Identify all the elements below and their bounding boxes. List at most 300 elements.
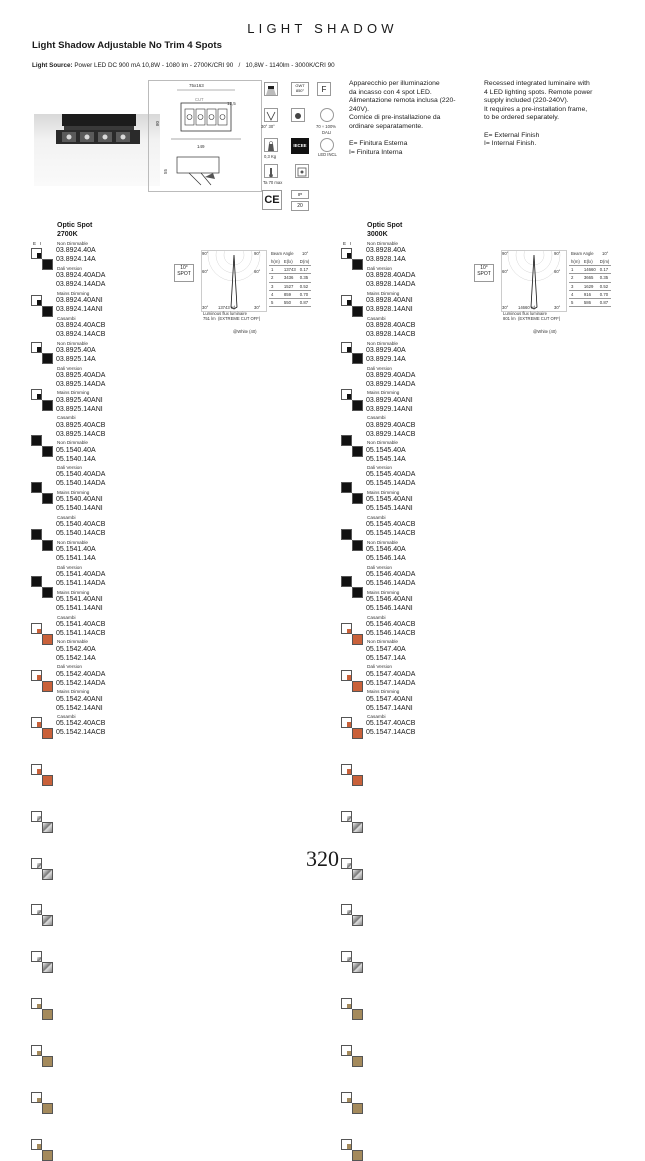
- finish-swatch-white-black: [352, 306, 363, 317]
- version-label: Non Dimmable: [57, 340, 88, 346]
- table-cell: 1: [269, 266, 282, 274]
- dali-label: DALI: [322, 130, 332, 135]
- finish-swatch-white-copper: [31, 623, 42, 634]
- beam-angle-value: 10°: [302, 251, 309, 256]
- version-label: Non Dimmable: [57, 241, 88, 246]
- finish-swatch-black-black: [352, 587, 363, 598]
- adjustable-angle-icon: [264, 108, 278, 122]
- table-row: [569, 290, 611, 298]
- finish-swatch-black-black: [341, 482, 352, 493]
- brand-title: LIGHT SHADOW: [247, 21, 398, 36]
- finish-swatch-white-chrome: [42, 822, 53, 833]
- description-english: Recessed integrated luminaire with 4 LED lighting spots. Remote power supply included (220-240V). It requires a pre-installation frame, to be ordered separately. E= External Finish I= Internal Finish.: [484, 80, 593, 148]
- finish-swatch-white-gold: [42, 1150, 53, 1161]
- finish-swatch-white-copper: [341, 717, 352, 728]
- version-label: Casambi: [57, 514, 76, 520]
- product-code: 05.1541.14ANI: [56, 604, 103, 612]
- product-code: 05.1540.40ADA: [56, 471, 106, 479]
- version-label: Mains Dimming: [57, 290, 90, 296]
- product-code: 03.8925.40ACB: [56, 421, 106, 429]
- finish-swatch-black-black: [341, 435, 352, 446]
- finish-swatch-white-black: [42, 306, 53, 317]
- finish-swatch-black-black: [31, 435, 42, 446]
- polar-label: 60°: [502, 269, 509, 274]
- version-label: Non Dimmable: [57, 539, 88, 545]
- finish-swatch-white-black: [42, 353, 53, 364]
- finish-swatch-black-black: [31, 529, 42, 540]
- product-code: 05.1541.40ACB: [56, 620, 106, 628]
- product-code: 03.8925.14ADA: [56, 380, 106, 388]
- finish-swatch-white-black: [42, 259, 53, 270]
- product-code: 03.8924.14ADA: [56, 281, 106, 289]
- illuminance-table: [569, 258, 611, 307]
- finish-swatch-white-black: [352, 259, 363, 270]
- finish-swatch-white-chrome: [31, 904, 42, 915]
- product-code: 03.8924.40ACB: [56, 322, 106, 329]
- polar-diagram: [501, 250, 567, 312]
- product-code: 03.8924.40ANI: [56, 297, 103, 305]
- finish-swatch-white-black: [31, 342, 42, 353]
- product-code: 05.1545.14ADA: [366, 480, 416, 488]
- inner-finish: [43, 776, 52, 785]
- table-cell: 5: [569, 298, 582, 306]
- beam-angle-label: Beam Angle: [571, 251, 594, 256]
- finish-swatch-white-chrome: [31, 951, 42, 962]
- product-code: 05.1542.40ADA: [56, 670, 106, 678]
- product-code: 03.8928.14ACB: [366, 331, 416, 338]
- finish-swatch-white-copper: [352, 728, 363, 739]
- light-beam-icon: [291, 108, 305, 122]
- product-code: 03.8929.40ACB: [366, 421, 416, 429]
- product-code: 03.8925.40A: [56, 346, 96, 354]
- ip-value: 20: [291, 201, 309, 211]
- optic-heading: Optic Spot: [367, 222, 403, 229]
- product-code: 03.8925.14ACB: [56, 430, 106, 438]
- inner-finish: [353, 635, 362, 644]
- product-code: 05.1545.14ANI: [366, 505, 413, 513]
- version-label: Mains Dimming: [57, 689, 90, 695]
- product-code: 03.8929.14ACB: [366, 430, 416, 438]
- product-code: 05.1545.14A: [366, 455, 406, 463]
- product-code: 03.8928.14A: [366, 256, 406, 264]
- description-italian: Apparecchio per illuminazione da incasso con 4 spot LED. Alimentazione remota inclusa (220- 240V). Cornice di pre-installazione da ordinare separatamente. E= Finitura Esterna I= Finitura Interna: [349, 80, 456, 156]
- finish-swatch-white-copper: [42, 775, 53, 786]
- version-label: Dali Version: [57, 365, 83, 371]
- product-title: Light Shadow Adjustable No Trim 4 Spots: [32, 40, 222, 51]
- product-code: 05.1545.40ANI: [366, 496, 413, 504]
- column-header: h(m): [571, 259, 580, 265]
- table-cell: 0.87: [598, 298, 612, 306]
- inner-finish: [353, 1010, 362, 1019]
- product-code: 03.8925.40ADA: [56, 371, 106, 379]
- version-label: Casambi: [57, 614, 76, 620]
- finish-swatch-white-gold: [341, 1092, 352, 1103]
- dim-depth: 55: [163, 168, 169, 175]
- finish-swatch-white-copper: [31, 717, 42, 728]
- inner-finish: [353, 1057, 362, 1066]
- flux-value: 801 lm: [503, 316, 516, 321]
- table-row: [569, 274, 611, 282]
- product-code: 05.1542.14ADA: [56, 679, 106, 687]
- angle-value: 30° 30°: [261, 124, 275, 129]
- column-3000k: [341, 222, 641, 822]
- table-cell: 916: [582, 290, 598, 298]
- ce-mark: CE: [262, 190, 282, 210]
- inner-finish: [353, 494, 362, 503]
- product-code: 03.8929.40A: [366, 346, 406, 354]
- inner-finish: [353, 916, 362, 925]
- product-code: 05.1546.14ACB: [366, 629, 416, 637]
- finish-swatch-white-copper: [352, 634, 363, 645]
- version-label: Mains Dimming: [367, 589, 400, 595]
- table-cell: 0.70: [298, 290, 312, 298]
- drawing-lines: [149, 81, 261, 191]
- finish-swatch-white-copper: [341, 623, 352, 634]
- product-code: 05.1540.40ACB: [56, 521, 106, 529]
- product-code: 05.1547.14ACB: [366, 729, 416, 737]
- product-code: 03.8928.40A: [366, 247, 406, 255]
- version-label: Dali Version: [57, 564, 83, 570]
- inner-finish: [43, 635, 52, 644]
- table-cell: 1: [569, 266, 582, 274]
- product-code: 05.1547.40ADA: [366, 670, 416, 678]
- white-finish-ref: @White (40): [233, 329, 257, 334]
- product-code: 03.8929.14ANI: [366, 405, 413, 413]
- finish-swatch-black-black: [352, 493, 363, 504]
- beam-curve: [502, 251, 566, 311]
- product-code: 05.1540.14ACB: [56, 530, 106, 538]
- frame-icon: [295, 164, 309, 178]
- column-header: E(lx): [582, 258, 598, 266]
- finish-swatch-white-copper: [42, 634, 53, 645]
- polar-label: 30°: [554, 305, 561, 310]
- product-code: 05.1546.14ANI: [366, 604, 413, 612]
- product-code: 03.8928.14ANI: [366, 306, 413, 314]
- finish-swatch-white-chrome: [42, 962, 53, 973]
- finish-swatch-black-black: [42, 446, 53, 457]
- version-label: Dali Version: [57, 465, 83, 471]
- optic-heading: Optic Spot: [57, 222, 93, 229]
- finish-swatch-white-black: [341, 248, 352, 259]
- product-code: 03.8924.14ACB: [56, 331, 106, 338]
- dim-height: 80: [155, 120, 161, 127]
- technical-drawing: [148, 80, 262, 192]
- finish-swatch-white-gold: [352, 1056, 363, 1067]
- inner-finish: [43, 401, 52, 410]
- iecee-mark: IECEE: [291, 138, 309, 154]
- inner-finish: [43, 494, 52, 503]
- finish-swatch-black-black: [352, 446, 363, 457]
- polar-label: 60°: [554, 269, 561, 274]
- ta-max: Ta 70 max: [263, 180, 283, 185]
- inner-finish: [353, 401, 362, 410]
- table-cell: 0.52: [298, 282, 312, 290]
- led-included-icon: [320, 138, 334, 152]
- version-label: Non Dimmable: [367, 241, 398, 246]
- version-label: Dali Version: [367, 664, 393, 670]
- finish-swatch-white-chrome: [352, 962, 363, 973]
- polar-label: 90°: [554, 251, 561, 256]
- table-cell: 0.52: [598, 282, 612, 290]
- table-cell: 3436: [282, 274, 298, 282]
- beam-angle-value: 10°: [602, 251, 609, 256]
- ip-label: IP: [291, 190, 309, 199]
- finish-swatch-white-chrome: [352, 822, 363, 833]
- finish-swatch-white-copper: [31, 764, 42, 775]
- finish-swatch-white-black: [341, 389, 352, 400]
- weight-icon: [264, 138, 278, 152]
- table-cell: 0.87: [298, 298, 312, 306]
- flux-note: (EXTREME CUT OFF): [518, 316, 561, 321]
- inner-finish: [43, 354, 52, 363]
- inner-finish: [353, 1104, 362, 1113]
- product-code: 05.1546.40ANI: [366, 595, 413, 603]
- illuminance-table: [269, 258, 311, 307]
- table-cell: 13743: [283, 267, 296, 273]
- product-code: 05.1541.40A: [56, 546, 96, 554]
- version-label: Mains Dimming: [57, 589, 90, 595]
- polar-label: 30°: [502, 305, 509, 310]
- inner-finish: [353, 354, 362, 363]
- column-header: D(m): [299, 259, 310, 265]
- product-code: 05.1540.14ADA: [56, 480, 106, 488]
- class-f-icon: F: [317, 82, 331, 96]
- finish-swatch-white-black: [31, 248, 42, 259]
- version-label: Casambi: [57, 714, 76, 720]
- table-header-row: [569, 258, 611, 266]
- product-code: 05.1542.14ANI: [56, 704, 103, 712]
- version-label: Dali Version: [367, 564, 393, 570]
- finish-swatch-black-black: [42, 493, 53, 504]
- inner-finish: [353, 823, 362, 832]
- table-cell: 550: [282, 298, 298, 306]
- finish-swatch-white-black: [352, 353, 363, 364]
- inner-finish: [43, 1151, 52, 1160]
- table-row: [269, 298, 311, 306]
- inner-finish: [353, 588, 362, 597]
- table-row: [269, 266, 311, 274]
- table-cell: 0.17: [298, 266, 312, 274]
- version-label: Mains Dimming: [367, 290, 400, 296]
- table-cell: 586: [582, 298, 598, 306]
- product-code: 03.8929.40ADA: [366, 371, 416, 379]
- product-code: 05.1541.14ADA: [56, 580, 106, 587]
- table-cell: 1527: [282, 282, 298, 290]
- product-code: 05.1540.14ANI: [56, 505, 103, 513]
- polar-label: 60°: [202, 269, 209, 274]
- led-included-label: LED INCL: [318, 152, 337, 157]
- version-label: Dali Version: [367, 465, 393, 471]
- product-code: 05.1545.40A: [366, 446, 406, 454]
- version-label: Non Dimmable: [57, 639, 88, 645]
- flux-label: Luminous flux luminaire: [503, 311, 547, 316]
- table-row: [569, 266, 611, 274]
- finish-swatch-black-black: [341, 576, 352, 587]
- polar-diagram: [201, 250, 267, 312]
- table-cell: 2: [269, 274, 282, 282]
- version-label: Mains Dimming: [367, 689, 400, 695]
- product-code: 03.8928.14ADA: [366, 281, 416, 289]
- inner-finish: [353, 776, 362, 785]
- table-cell: 3665: [582, 274, 598, 282]
- version-label: Dali Version: [367, 365, 393, 371]
- product-code: 03.8924.40A: [56, 247, 96, 255]
- gwt-rating: GWT 850°: [291, 82, 309, 96]
- version-label: Dali Version: [367, 265, 393, 271]
- product-code: 05.1540.14A: [56, 455, 96, 463]
- column-header: h(m): [271, 259, 280, 265]
- polar-label: 13743 cd: [218, 305, 236, 310]
- product-photo: [34, 114, 160, 186]
- product-code: 05.1545.40ACB: [366, 521, 416, 529]
- column-header: D(m): [599, 259, 610, 265]
- inner-finish: [43, 823, 52, 832]
- table-cell: 3: [569, 282, 582, 290]
- table-header-row: [269, 258, 311, 266]
- version-label: Dali Version: [57, 265, 83, 271]
- inner-finish: [353, 541, 362, 550]
- product-code: 05.1541.40ADA: [56, 571, 106, 578]
- version-label: Non Dimmable: [367, 639, 398, 645]
- product-code: 05.1546.40ACB: [366, 620, 416, 628]
- finish-swatch-white-chrome: [31, 811, 42, 822]
- finish-swatch-white-black: [352, 400, 363, 411]
- table-cell: 3: [269, 282, 282, 290]
- version-label: Non Dimmable: [367, 440, 398, 446]
- product-code: 05.1547.14ANI: [366, 704, 413, 712]
- inner-finish: [43, 307, 52, 316]
- table-cell: 0.35: [298, 274, 312, 282]
- inner-finish: [43, 682, 52, 691]
- table-cell: 14660: [583, 267, 596, 273]
- product-code: 05.1540.40ANI: [56, 496, 103, 504]
- inner-finish: [43, 260, 52, 269]
- product-code: 05.1546.14ADA: [366, 580, 416, 587]
- version-label: Mains Dimming: [57, 390, 90, 396]
- product-code: 05.1541.14A: [56, 555, 96, 563]
- dim-length: 149: [197, 144, 205, 149]
- flux-value: 751 lm: [203, 316, 216, 321]
- product-code: 05.1547.14A: [366, 654, 406, 662]
- product-code: 05.1545.14ACB: [366, 530, 416, 538]
- product-code: 05.1546.14A: [366, 555, 406, 563]
- version-label: Casambi: [367, 514, 386, 520]
- product-code: 03.8925.40ANI: [56, 396, 103, 404]
- product-code: 03.8925.14ANI: [56, 405, 103, 413]
- finish-swatch-white-copper: [341, 764, 352, 775]
- table-cell: 5: [269, 298, 282, 306]
- product-code: 03.8928.40ADA: [366, 272, 416, 280]
- finish-swatch-white-gold: [31, 1045, 42, 1056]
- product-code: 03.8929.40ANI: [366, 396, 413, 404]
- version-label: Mains Dimming: [367, 490, 400, 495]
- table-cell: 1629: [582, 282, 598, 290]
- finish-swatch-white-gold: [42, 1056, 53, 1067]
- finish-swatch-white-black: [42, 400, 53, 411]
- beam-curve: [202, 251, 266, 311]
- finish-swatch-white-copper: [42, 728, 53, 739]
- product-code: 03.8929.14A: [366, 355, 406, 363]
- inner-finish: [43, 1010, 52, 1019]
- inner-finish: [43, 729, 52, 738]
- product-code: 05.1545.40ADA: [366, 471, 416, 479]
- column-header: E(lx): [282, 258, 298, 266]
- finish-swatch-white-black: [31, 389, 42, 400]
- dim-cut: CUT: [195, 97, 204, 102]
- dimmer-icon: [320, 108, 334, 122]
- product-code: 05.1547.40ACB: [366, 720, 416, 728]
- luminaire-illustration: [34, 114, 160, 186]
- table-cell: 2: [569, 274, 582, 282]
- polar-label: 30°: [202, 305, 209, 310]
- finish-swatch-white-gold: [42, 1103, 53, 1114]
- product-code: 05.1547.40A: [366, 645, 406, 653]
- version-label: Mains Dimming: [57, 490, 90, 495]
- flux-note: (EXTREME CUT OFF): [218, 316, 261, 321]
- flux-label: Luminous flux luminaire: [203, 311, 247, 316]
- polar-label: 60°: [254, 269, 261, 274]
- light-source-text: Power LED DC 900 mA 10,8W - 1080 lm - 2700K/CRI 90 / 10,8W - 1140lm - 3000K/CRI 90: [74, 62, 335, 69]
- product-code: 03.8924.40ADA: [56, 272, 106, 280]
- table-row: [269, 290, 311, 298]
- inner-finish: [353, 447, 362, 456]
- inner-finish: [43, 1057, 52, 1066]
- finish-swatch-white-chrome: [341, 811, 352, 822]
- downlight-icon: [264, 82, 278, 96]
- product-code: 05.1541.14ACB: [56, 629, 106, 637]
- finish-swatch-white-chrome: [341, 904, 352, 915]
- polar-label: 14660 cd: [518, 305, 536, 310]
- finish-swatch-black-black: [352, 540, 363, 551]
- product-code: 05.1542.14ACB: [56, 729, 106, 737]
- product-code: 05.1542.40ANI: [56, 695, 103, 703]
- inner-finish: [43, 588, 52, 597]
- finish-swatch-black-black: [42, 540, 53, 551]
- temperature-icon: [264, 164, 278, 178]
- table-cell: 0.35: [598, 274, 612, 282]
- finish-swatch-black-black: [42, 587, 53, 598]
- finish-swatch-black-black: [31, 482, 42, 493]
- product-code: 05.1542.40ACB: [56, 720, 106, 728]
- finish-header: E I: [33, 241, 42, 246]
- inner-finish: [43, 963, 52, 972]
- version-label: Non Dimmable: [367, 539, 398, 545]
- cct-heading: 3000K: [367, 231, 388, 238]
- finish-swatch-white-black: [341, 342, 352, 353]
- version-label: Casambi: [57, 415, 76, 421]
- column-2700k: [31, 222, 341, 822]
- product-code: 03.8924.14A: [56, 256, 96, 264]
- finish-swatch-white-gold: [352, 1009, 363, 1020]
- table-row: [569, 282, 611, 290]
- finish-swatch-black-black: [31, 576, 42, 587]
- product-code: 03.8929.14ADA: [366, 380, 416, 388]
- dim-offset: 12,5: [227, 101, 236, 106]
- product-code: 03.8925.14A: [56, 355, 96, 363]
- finish-swatch-white-chrome: [352, 915, 363, 926]
- weight-value: 0,3 Kg: [264, 154, 277, 159]
- inner-finish: [43, 541, 52, 550]
- inner-finish: [353, 307, 362, 316]
- product-code: 05.1540.40A: [56, 446, 96, 454]
- inner-finish: [353, 729, 362, 738]
- table-cell: 0.70: [598, 290, 612, 298]
- version-label: Casambi: [367, 415, 386, 421]
- inner-finish: [353, 260, 362, 269]
- beam-spot-badge: 10° SPOT: [474, 264, 494, 282]
- finish-swatch-white-copper: [352, 681, 363, 692]
- page-number: 320: [306, 846, 339, 871]
